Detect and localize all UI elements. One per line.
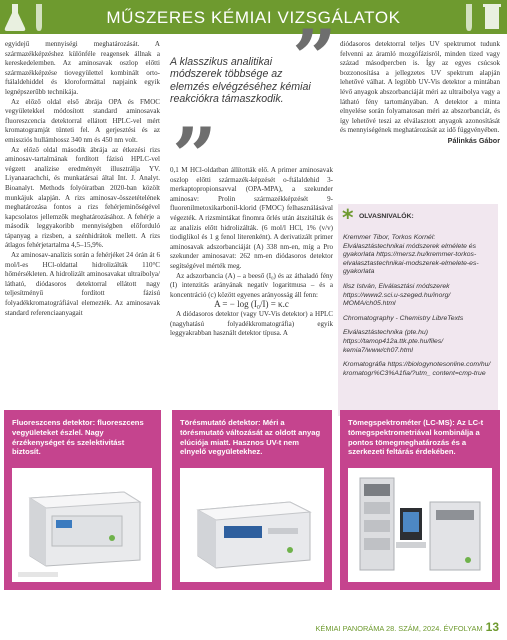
further-reading-heading: OLVASNIVALÓK: — [359, 213, 414, 220]
article-column-2 — [170, 166, 333, 339]
article-column-3 — [340, 40, 500, 147]
paragraph: egyidejű mennyiségi meghatározását. A származékképzéshez különféle reagensek állnak a kereskedelemben. Az aminosavak oszlop előtti származékképzése tiovegyülettel kombinált orto-ftálaldehiddel és kloroformáttal napjaink egyik legnépszerűbb technikája. — [5, 40, 160, 96]
author-signature: Pálinkás Gábor — [447, 135, 500, 145]
info-box-mass-spectrometer — [340, 410, 500, 590]
paragraph: Az adszorbancia (A) – a beeső (I₀) és az áthaladó fény (I) intenzitás arányának negatív logaritmusa – és a koncentráció (c) között egyenes arányosság áll fenn: — [170, 271, 333, 299]
reading-item[interactable]: Chromatography - Chemistry LibreTexts — [343, 314, 464, 322]
paragraph: Az előző oldal első ábrája OPA és FMOC vegyületekkel módosított standard aminosavak fluoreszcencia detektorral ellátott HPLC-vel mért kromatogramját tünteti fel. A gerjesztési és az emissziós hullámhossz 340 nm és 450 nm volt. — [5, 97, 160, 144]
page-title: MŰSZERES KÉMIAI VIZSGÁLATOK — [106, 8, 401, 27]
info-box-fluorescence — [4, 410, 161, 590]
info-box-text: Törésmutató detektor: Méri a törésmutató változását az oldott anyag elúciója miatt. Hasznos UV-t nem elnyelő vegyületekhez. — [180, 418, 321, 457]
page-number: 13 — [485, 620, 499, 634]
page-footer — [315, 620, 499, 634]
paragraph: Az előző oldal második ábrája az étkezési rizs aminosav-tartalmának fordított fázisú HPLC-vel végzett analízise eredményét illusztrálja YV. Liyanaarachchi, és munkatársai által Int. J. Analyt. Bioanalyt. Methods folyóiratban 2020-ban közölt munkájuk alapján. A rizs aminosav-összetételének meghatározása fontos a rizs fehérjeminőségével kapcsolatos jellemzők meghatározásához. A fehérje a második leggyakoribb mennyiségben előforduló tápanyag a rizsben, a szénhidrátok mellett. A rizs átlagos fehérjetartalma 4,5–15,9%. — [5, 145, 160, 250]
paragraph: 0,1 M HCl-oldatban állították elő. A primer aminosavak oszlop előtti származék-képzését o-ftálaldehid 3-merkaptopropionsavval (OPA-MPA), a szekunder aminosav: Prolin származékképzését 9-fluorenilmetoxikarbonil-klorid (FMOC) felhasználásával végezték. A rizsmintákat finomra őrlés után átszitálták és az analízis előtt hidrolizálták. (6 mol/l HCl, 1% (v/v) tiodiglikol és 1 g fenol literenként). A derivatizált primer aminosavak adszorbanciáját (A) 338 nm-en, míg a Pro szekunder aminosavat: 262 nm-en diódasoros detektor segítségével mérték meg. — [170, 166, 333, 270]
further-reading-box — [338, 204, 498, 416]
paragraph: Az aminosav-analízis során a fehérjéket 24 órán át 6 mol/l-es HCl-oldattal hidrolizálták 110°C hőmérsékleten. A hidrolizált aminosavakat ultraibolya/ látható, diódasoros detektorral ellátott nagy teljesítményű fordított fázisú folyadékkromatográfiával elemezték. Az aminosavak standard referenciaanyagait — [5, 251, 160, 317]
refractive-index-detector-photo — [180, 468, 324, 582]
footer-text: KÉMIAI PANORÁMA 28. SZÁM, 2024. ÉVFOLYAM — [315, 624, 483, 633]
lc-ms-system-photo — [348, 468, 492, 582]
reading-item[interactable]: Kremmer Tibor, Torkos Kornél: Elválasztástechnikai módszerek elmélete és gyakorlata https://mersz.hu/kremmer-torkos-elvalasztastechnikai-modszerek-elmelete-es-gyakorlata — [343, 234, 479, 276]
paragraph: diódasoros detektorral teljes UV spektrumot tudunk felvenni az áramló mozgófázisról, minden tized vagy század másodpercben is. Így az egyes csúcsok bozzonosítása a jellegzetes UV spektrum alapján lehetővé válhat. A legtöbb UV-Vis detektor a mintában lévő anyagok abszorbanciáját méri az ultraibolya vagy a látható fény tartományában. A detektor a minta elnyelése során folyamatosan méri az abszorbanciát, és így lehetővé teszi az elválasztott anyagok azonosítását és mennyiségének meghatározását az idő függvényében. — [340, 40, 500, 135]
reading-item[interactable]: Kromatográfia https://biologynotesonline.com/hu/ kromatogr%C3%A1fia/?utm_ content=cmp-true — [343, 361, 491, 377]
header-banner — [0, 0, 507, 34]
absorbance-formula: A = − log (I₀/I) = κ.c — [214, 299, 289, 310]
quote-mark-icon: ” — [292, 13, 337, 104]
paragraph: A diódasoros detektor (vagy UV-Vis detektor) a HPLC (nagyhatású folyadékkromatográfia) egyik leggyakrabban használt detektor típusa. A — [170, 309, 333, 338]
fluorescence-detector-photo — [12, 468, 152, 582]
info-box-text: Fluoreszcens detektor: fluoreszcens vegyületeket észlel. Nagy érzékenységet és szelektivitást biztosít. — [12, 418, 144, 457]
further-reading-list — [343, 234, 495, 384]
test-tube-icon — [462, 2, 476, 32]
article-column-1 — [5, 40, 160, 318]
pull-quote: A klasszikus analitikai módszerek többsége az elemzés elvégzéséhez kémiai reakciókra támaszkodik. — [170, 56, 311, 106]
reading-item[interactable]: Ilisz István, Elválasztási módszerek https://www2.sci.u-szeged.hu/inorg/ MOMA/ch05.html — [343, 282, 451, 308]
reading-item[interactable]: Elválasztástechnika (pte.hu) https://tamop412a.ttk.pte.hu/files/ kemia7/www/ch07.html — [343, 329, 444, 354]
quote-mark-icon: ” — [172, 111, 217, 202]
info-box-refractive-index — [172, 410, 332, 590]
beaker-icon — [480, 2, 504, 32]
asterisk-icon: * — [342, 206, 354, 231]
info-box-text: Tömegspektrométer (LC-MS): Az LC-t tömegspektrometriával kombinálja a pontos tömegmeghatározás és a szerkezeti feltárás érdekében. — [348, 418, 484, 457]
